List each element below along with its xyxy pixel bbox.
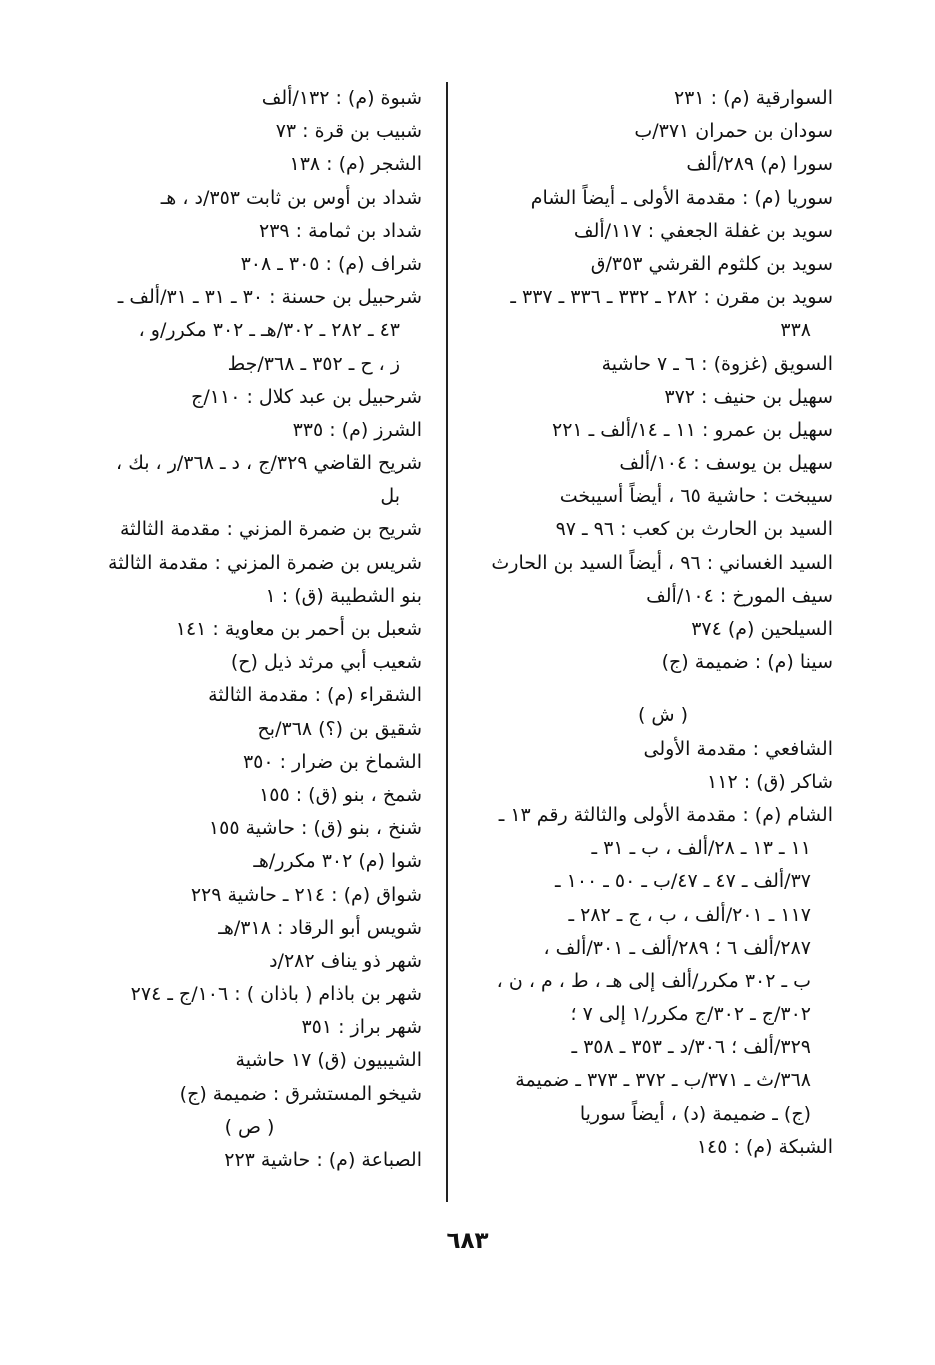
index-entry: سوريا (م) : مقدمة الأولى ـ أيضاً الشام <box>530 186 833 209</box>
index-entry: السوارقية (م) : ٢٣١ <box>673 87 833 109</box>
index-entry: شنخ ، بنو (ق) : حاشية ١٥٥ <box>208 817 422 840</box>
index-entry-continuation: ٣٢٩/ألف ؛ ٣٠٦/د ـ ٣٥٣ ـ ٣٥٨ ـ <box>571 1036 811 1059</box>
index-entry: شهر ذو يناف ٢٨٢/د <box>269 949 422 972</box>
index-entry-continuation: ١١٧ ـ ٢٠١/ألف ، ب ، ج ـ ٢٨٢ ـ <box>568 903 811 926</box>
index-entry-continuation: ٢٨٧/ألف ٦ ؛ ٢٨٩/ألف ـ ٣٠١/ألف ، <box>543 936 811 959</box>
index-entry-continuation: ١١ ـ ١٣ ـ ٢٨/ألف ، ب ـ ٣١ ـ <box>591 837 811 860</box>
index-entry: سهيل بن عمرو : ١١ ـ ١٤/ألف ـ ٢٢١ <box>551 418 833 441</box>
index-entry: الشام (م) : مقدمة الأولى والثالثة رقم ١٣ ـ <box>498 803 833 826</box>
index-entry: سويد بن كلثوم القرشي ٣٥٣/ق <box>590 252 833 275</box>
index-entry: شعبل بن أحمر بن معاوية : ١٤١ <box>175 618 422 640</box>
index-entry: سيف المورخ : ١٠٤/ألف <box>646 584 833 607</box>
page-number: ٦٨٣ <box>446 1228 489 1254</box>
index-entry: السيد بن الحارث بن كعب : ٩٦ ـ ٩٧ <box>555 518 833 541</box>
index-entry: شويس أبو الرقاد : ٣١٨/هـ <box>218 916 422 939</box>
column-divider <box>446 82 448 1202</box>
index-entry: الشيبيون (ق) ١٧ حاشية <box>235 1049 422 1072</box>
index-entry: الصباعة (م) : حاشية ٢٢٣ <box>224 1149 422 1171</box>
index-entry: سهيل بن حنيف : ٣٧٢ <box>664 385 833 408</box>
index-entry-continuation: ٣٣٨ <box>780 319 811 342</box>
index-entry: شريح بن ضمرة المزني : مقدمة الثالثة <box>120 518 422 541</box>
index-entry: شريس بن ضمرة المزني : مقدمة الثالثة <box>108 551 422 574</box>
index-entry: الشماخ بن ضرار : ٣٥٠ <box>242 750 422 773</box>
section-letter-heading: ( ش ) <box>637 704 689 727</box>
index-entry: السيد الغساني : ٩٦ ، أيضاً السيد بن الحارث <box>491 551 833 574</box>
index-entry: شداد بن أوس بن ثابت ٣٥٣/د ، هـ <box>160 186 422 209</box>
index-entry-continuation: ز ، ح ـ ٣٥٢ ـ ٣٦٨/جط <box>227 352 400 375</box>
index-entry: سيبخت : حاشية ٦٥ ، أيضاً أسيبخت <box>559 485 833 508</box>
index-entry-continuation: (ج) ـ ضميمة (د) ، أيضاً سوريا <box>579 1102 811 1125</box>
index-entry: السيلحين (م) ٣٧٤ <box>691 618 833 640</box>
index-entry: سورا (م) ٢٨٩/ألف <box>686 153 833 176</box>
index-entry-continuation: ٣٠٢/ج ـ ٣٠٢/ج مكرر/١ إلى ٧ ؛ <box>570 1003 811 1026</box>
index-entry: الشافعي : مقدمة الأولى <box>643 737 833 760</box>
index-entry: شبيب بن قرة : ٧٣ <box>275 120 422 143</box>
index-entry: شيخو المستشرق : ضميمة (ج) <box>179 1082 422 1105</box>
spacer <box>493 679 833 699</box>
index-entry: سويد بن مقرن : ٢٨٢ ـ ٣٣٢ ـ ٣٣٦ ـ ٣٣٧ ـ <box>510 286 833 309</box>
index-entry: شواق (م) : ٢١٤ ـ حاشية ٢٢٩ <box>190 883 422 906</box>
index-entry: شبوة (م) : ١٣٢/ألف <box>261 87 422 109</box>
index-entry: شراف (م) : ٣٠٥ ـ ٣٠٨ <box>240 252 422 275</box>
index-entry: سهيل بن يوسف : ١٠٤/ألف <box>619 452 833 475</box>
index-entry-continuation: ٤٣ ـ ٢٨٢ ـ ٣٠٢/هـ ـ ٣٠٢ مكرر/و ، <box>138 319 400 342</box>
left-index-column <box>77 82 422 1177</box>
index-entry: شعيب أبي مرثد ذيل (ح) <box>230 651 422 674</box>
index-entry-continuation: ب ـ ٣٠٢ مكرر/ألف إلى هـ ، ط ، م ، ن ، <box>496 969 811 992</box>
index-entry: الشرز (م) : ٣٣٥ <box>292 418 422 441</box>
index-entry: شهر براز : ٣٥١ <box>301 1016 422 1039</box>
index-entry: شمخ ، بنو (ق) : ١٥٥ <box>259 783 422 806</box>
index-entry: شاكر (ق) : ١١٢ <box>707 770 833 793</box>
index-entry: شرحبيل بن حسنة : ٣٠ ـ ٣١ ـ ٣١/ألف ـ <box>117 286 422 309</box>
index-entry: سودان بن حمران ٣٧١/ب <box>634 120 833 143</box>
index-entry: سينا (م) : ضميمة (ج) <box>661 651 833 674</box>
index-entry: شهر بن باذام ( باذان ) : ١٠٦/ج ـ ٢٧٤ <box>130 983 422 1006</box>
index-entry: سويد بن غفلة الجعفي : ١١٧/ألف <box>573 219 833 242</box>
index-entry: شريح القاضي ٣٢٩/ج ، د ـ ٣٦٨/ر ، بك ، <box>116 452 422 475</box>
index-entry: الشجر (م) : ١٣٨ <box>289 153 422 176</box>
index-entry: شوا (م) ٣٠٢ مكرر/هـ <box>253 850 422 873</box>
right-index-column <box>493 82 833 1164</box>
index-entry: بنو الشطيبة (ق) : ١ <box>265 584 422 607</box>
index-entry: شقيق بن (؟) ٣٦٨/بح <box>257 717 422 740</box>
index-entry: الشقراء (م) : مقدمة الثالثة <box>208 684 422 707</box>
index-entry-continuation: ٣٧/ألف ـ ٤٧ ـ ٤٧/ب ـ ٥٠ ـ ١٠٠ ـ <box>555 870 811 893</box>
index-entry: شرحبيل بن عبد كلال : ١١٠/ج <box>191 385 422 408</box>
index-entry-continuation: بل <box>380 485 400 508</box>
index-entry: الشبكة (م) : ١٤٥ <box>696 1135 833 1158</box>
index-entry: السويق (غزوة) : ٦ ـ ٧ حاشية <box>601 352 833 375</box>
section-letter-heading: ( ص ) <box>224 1115 275 1138</box>
index-entry-continuation: ٣٦٨/ث ـ ٣٧١/ب ـ ٣٧٢ ـ ٣٧٣ ـ ضميمة <box>515 1069 811 1092</box>
index-entry: شداد بن ثمامة : ٢٣٩ <box>259 219 422 242</box>
